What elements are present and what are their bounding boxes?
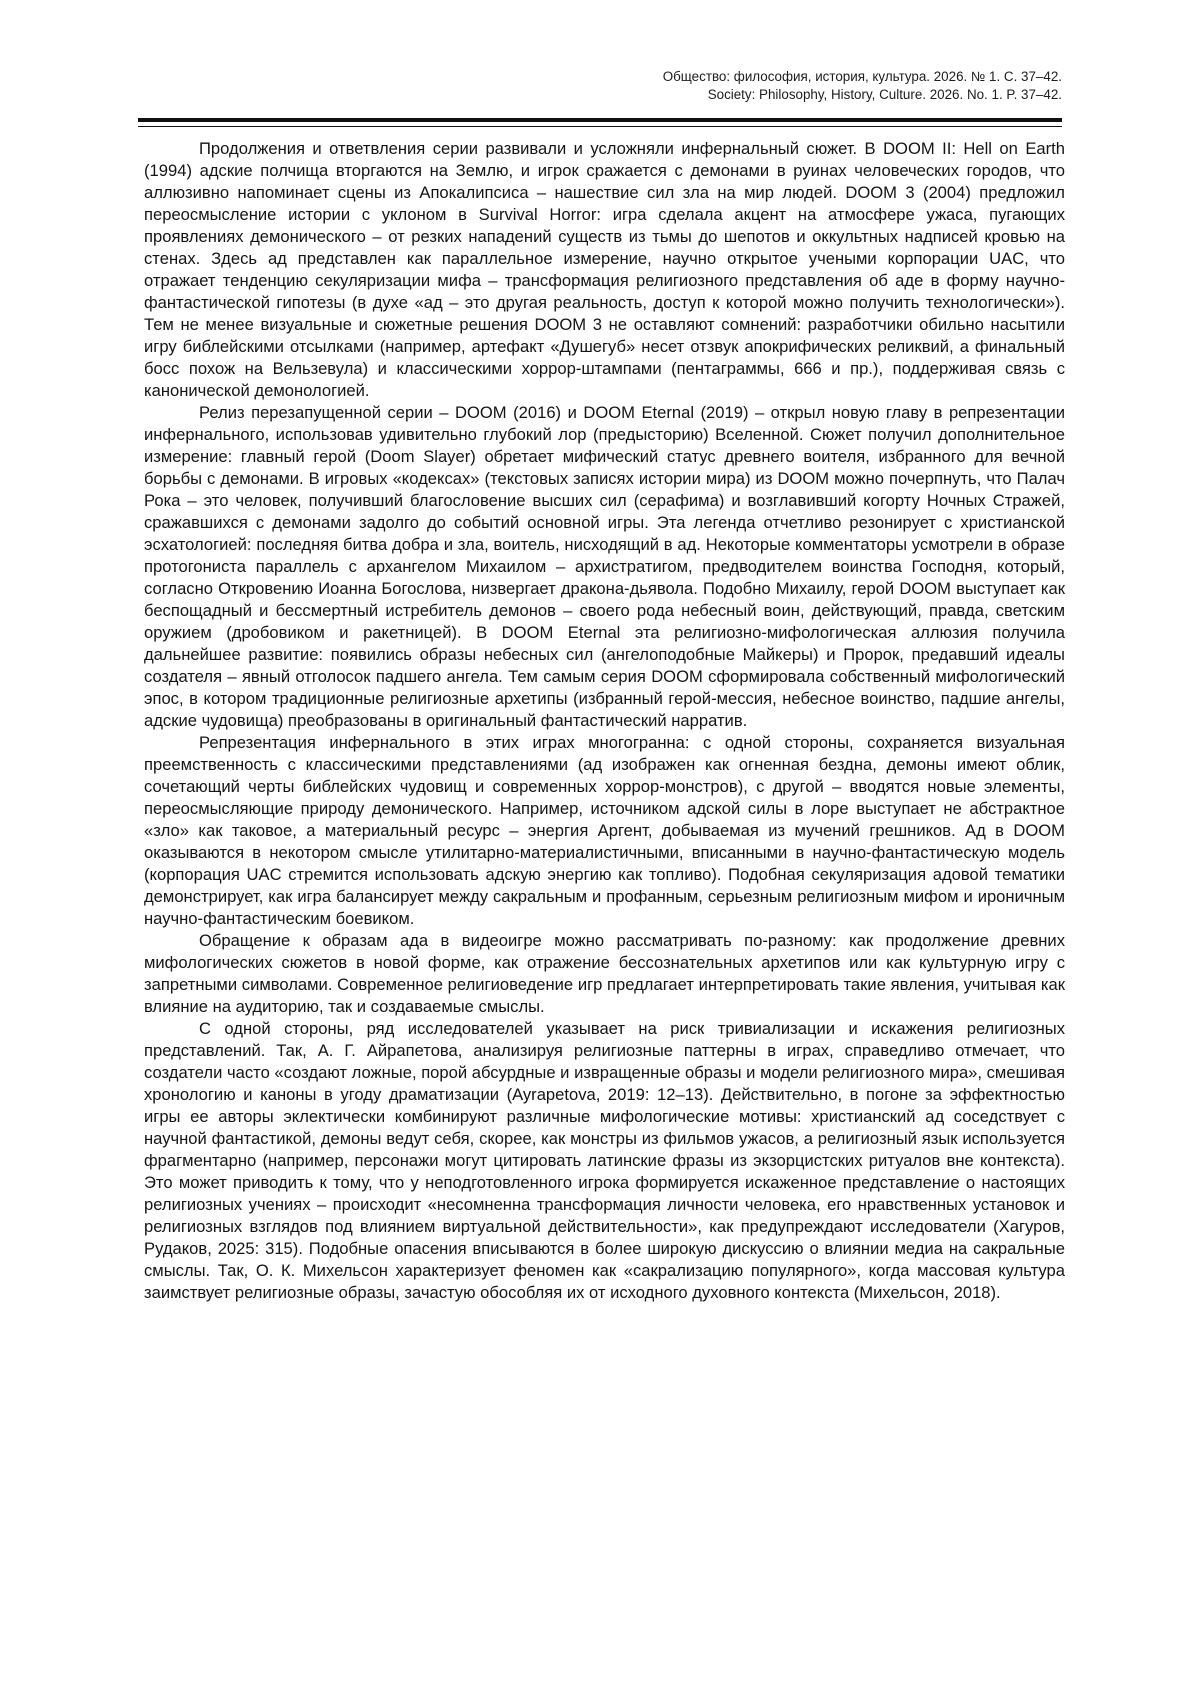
- running-header: [362, 68, 1062, 103]
- paragraph-infernal-representation: Репрезентация инфернального в этих играх многогранна: с одной стороны, сохраняется визуальная преемственность с классическими представлениями (ад изображен как огненная бездна, демоны имеют облик, сочетающий черты библейских чудовищ и современных хоррор-монстров), с другой – вводятся новые элементы, переосмысляющие природу демонического. Например, источником адской силы в лоре выступает не абстрактное «зло» как таковое, а материальный ресурс – энергия Аргент, добываемая из мучений грешников. Ад в DOOM оказываются в некотором смысле утилитарно-материалистичными, вписанными в научно-фантастическую модель (корпорация UAC стремится использовать адскую энергию как топливо). Подобная секуляризация адовой тематики демонстрирует, как игра балансирует между сакральным и профанным, серьезным религиозным мифом и ироничным научно-фантастическим боевиком.: [144, 733, 1065, 928]
- article-body: [144, 138, 1065, 1304]
- header-citation-en: Society: Philosophy, History, Culture. 2026. No. 1. P. 37–42.: [707, 86, 1062, 102]
- header-citation-ru: Общество: философия, история, культура. 2026. № 1. С. 37–42.: [662, 69, 1062, 84]
- paragraph-doom-sequels: Продолжения и ответвления серии развивали и усложняли инфернальный сюжет. В DOOM II: Hell on Earth (1994) адские полчища вторгаются на Землю, и игрок сражается с демонами в руинах человеческих городов, что аллюзивно напоминает сцены из Апокалипсиса – нашествие сил зла на мир людей. DOOM 3 (2004) предложил переосмысление истории с уклоном в Survival Horror: игра сделала акцент на атмосфере ужаса, пугающих проявлениях демонического – от резких нападений существ из тьмы до шепотов и оккультных надписей кровью на стенах. Здесь ад представлен как параллельное измерение, научно открытое учеными корпорации UAC, что отражает тенденцию секуляризации мифа – трансформация религиозного представления об аде в форму научно-фантастической гипотезы (в духе «ад – это другая реальность, доступ к которой можно получить технологически»). Тем не менее визуальные и сюжетные решения DOOM 3 не оставляют сомнений: разработчики обильно насытили игру библейскими отсылками (например, артефакт «Душегуб» несет отзвук апокрифических реликвий, а финальный босс похож на Вельзевула) и классическими хоррор-штампами (пентаграммы, 666 и пр.), поддерживая связь с канонической демонологией.: [144, 139, 1065, 400]
- header-rule-thin: [138, 126, 1062, 127]
- header-rule-thick: [138, 118, 1062, 122]
- paragraph-approaches: Обращение к образам ада в видеоигре можно рассматривать по-разному: как продолжение древних мифологических сюжетов в новой форме, как отражение бессознательных архетипов или как культурную игру с запретными символами. Современное религиоведение игр предлагает интерпретировать такие явления, учитывая как влияние на аудиторию, так и создаваемые смыслы.: [144, 931, 1065, 1016]
- paragraph-trivialization-risk: С одной стороны, ряд исследователей указывает на риск тривиализации и искажения религиозных представлений. Так, А. Г. Айрапетова, анализируя религиозные паттерны в играх, справедливо отмечает, что создатели часто «создают ложные, порой абсурдные и извращенные образы и модели религиозного мира», смешивая хронологию и каноны в угоду драматизации (Ayrapetova, 2019: 12–13). Действительно, в погоне за эффектностью игры ее авторы эклектически комбинируют различные мифологические мотивы: христианский ад соседствует с научной фантастикой, демоны ведут себя, скорее, как монстры из фильмов ужасов, а религиозный язык используется фрагментарно (например, персонажи могут цитировать латинские фразы из экзорцистских ритуалов вне контекста). Это может приводить к тому, что у неподготовленного игрока формируется искаженное представление о настоящих религиозных учениях – происходит «несомненна трансформация личности человека, его нравственных установок и религиозных взглядов под влиянием виртуальной действительности», как предупреждают исследователи (Хагуров, Рудаков, 2025: 315). Подобные опасения вписываются в более широкую дискуссию о влиянии медиа на сакральные смыслы. Так, О. К. Михельсон характеризует феномен как «сакрализацию популярного», когда массовая культура заимствует религиозные образы, зачастую обособляя их от исходного духовного контекста (Михельсон, 2018).: [144, 1019, 1065, 1302]
- paragraph-doom-reboot: Релиз перезапущенной серии – DOOM (2016) и DOOM Eternal (2019) – открыл новую главу в репрезентации инфернального, использовав удивительно глубокий лор (предысторию) Вселенной. Сюжет получил дополнительное измерение: главный герой (Doom Slayer) обретает мифический статус древнего воителя, избранного для вечной борьбы с демонами. В игровых «кодексах» (текстовых записях истории мира) из DOOM можно почерпнуть, что Палач Рока – это человек, получивший благословение высших сил (серафима) и возглавивший когорту Ночных Стражей, сражавшихся с демонами задолго до событий основной игры. Эта легенда отчетливо резонирует с христианской эсхатологией: последняя битва добра и зла, воитель, нисходящий в ад. Некоторые комментаторы усмотрели в образе протогониста параллель с архангелом Михаилом – архистратигом, предводителем воинства Господня, который, согласно Откровению Иоанна Богослова, низвергает дракона-дьявола. Подобно Михаилу, герой DOOM выступает как беспощадный и бессмертный истребитель демонов – своего рода небесный воин, действующий, правда, светским оружием (дробовиком и ракетницей). В DOOM Eternal эта религиозно-мифологическая аллюзия получила дальнейшее развитие: появились образы небесных сил (ангелоподобные Майкеры) и Пророк, предавший идеалы создателя – явный отголосок падшего ангела. Тем самым серия DOOM сформировала собственный мифологический эпос, в котором традиционные религиозные архетипы (избранный герой-мессия, небесное воинство, падшие ангелы, адские чудовища) преобразованы в оригинальный фантастический нарратив.: [144, 403, 1065, 730]
